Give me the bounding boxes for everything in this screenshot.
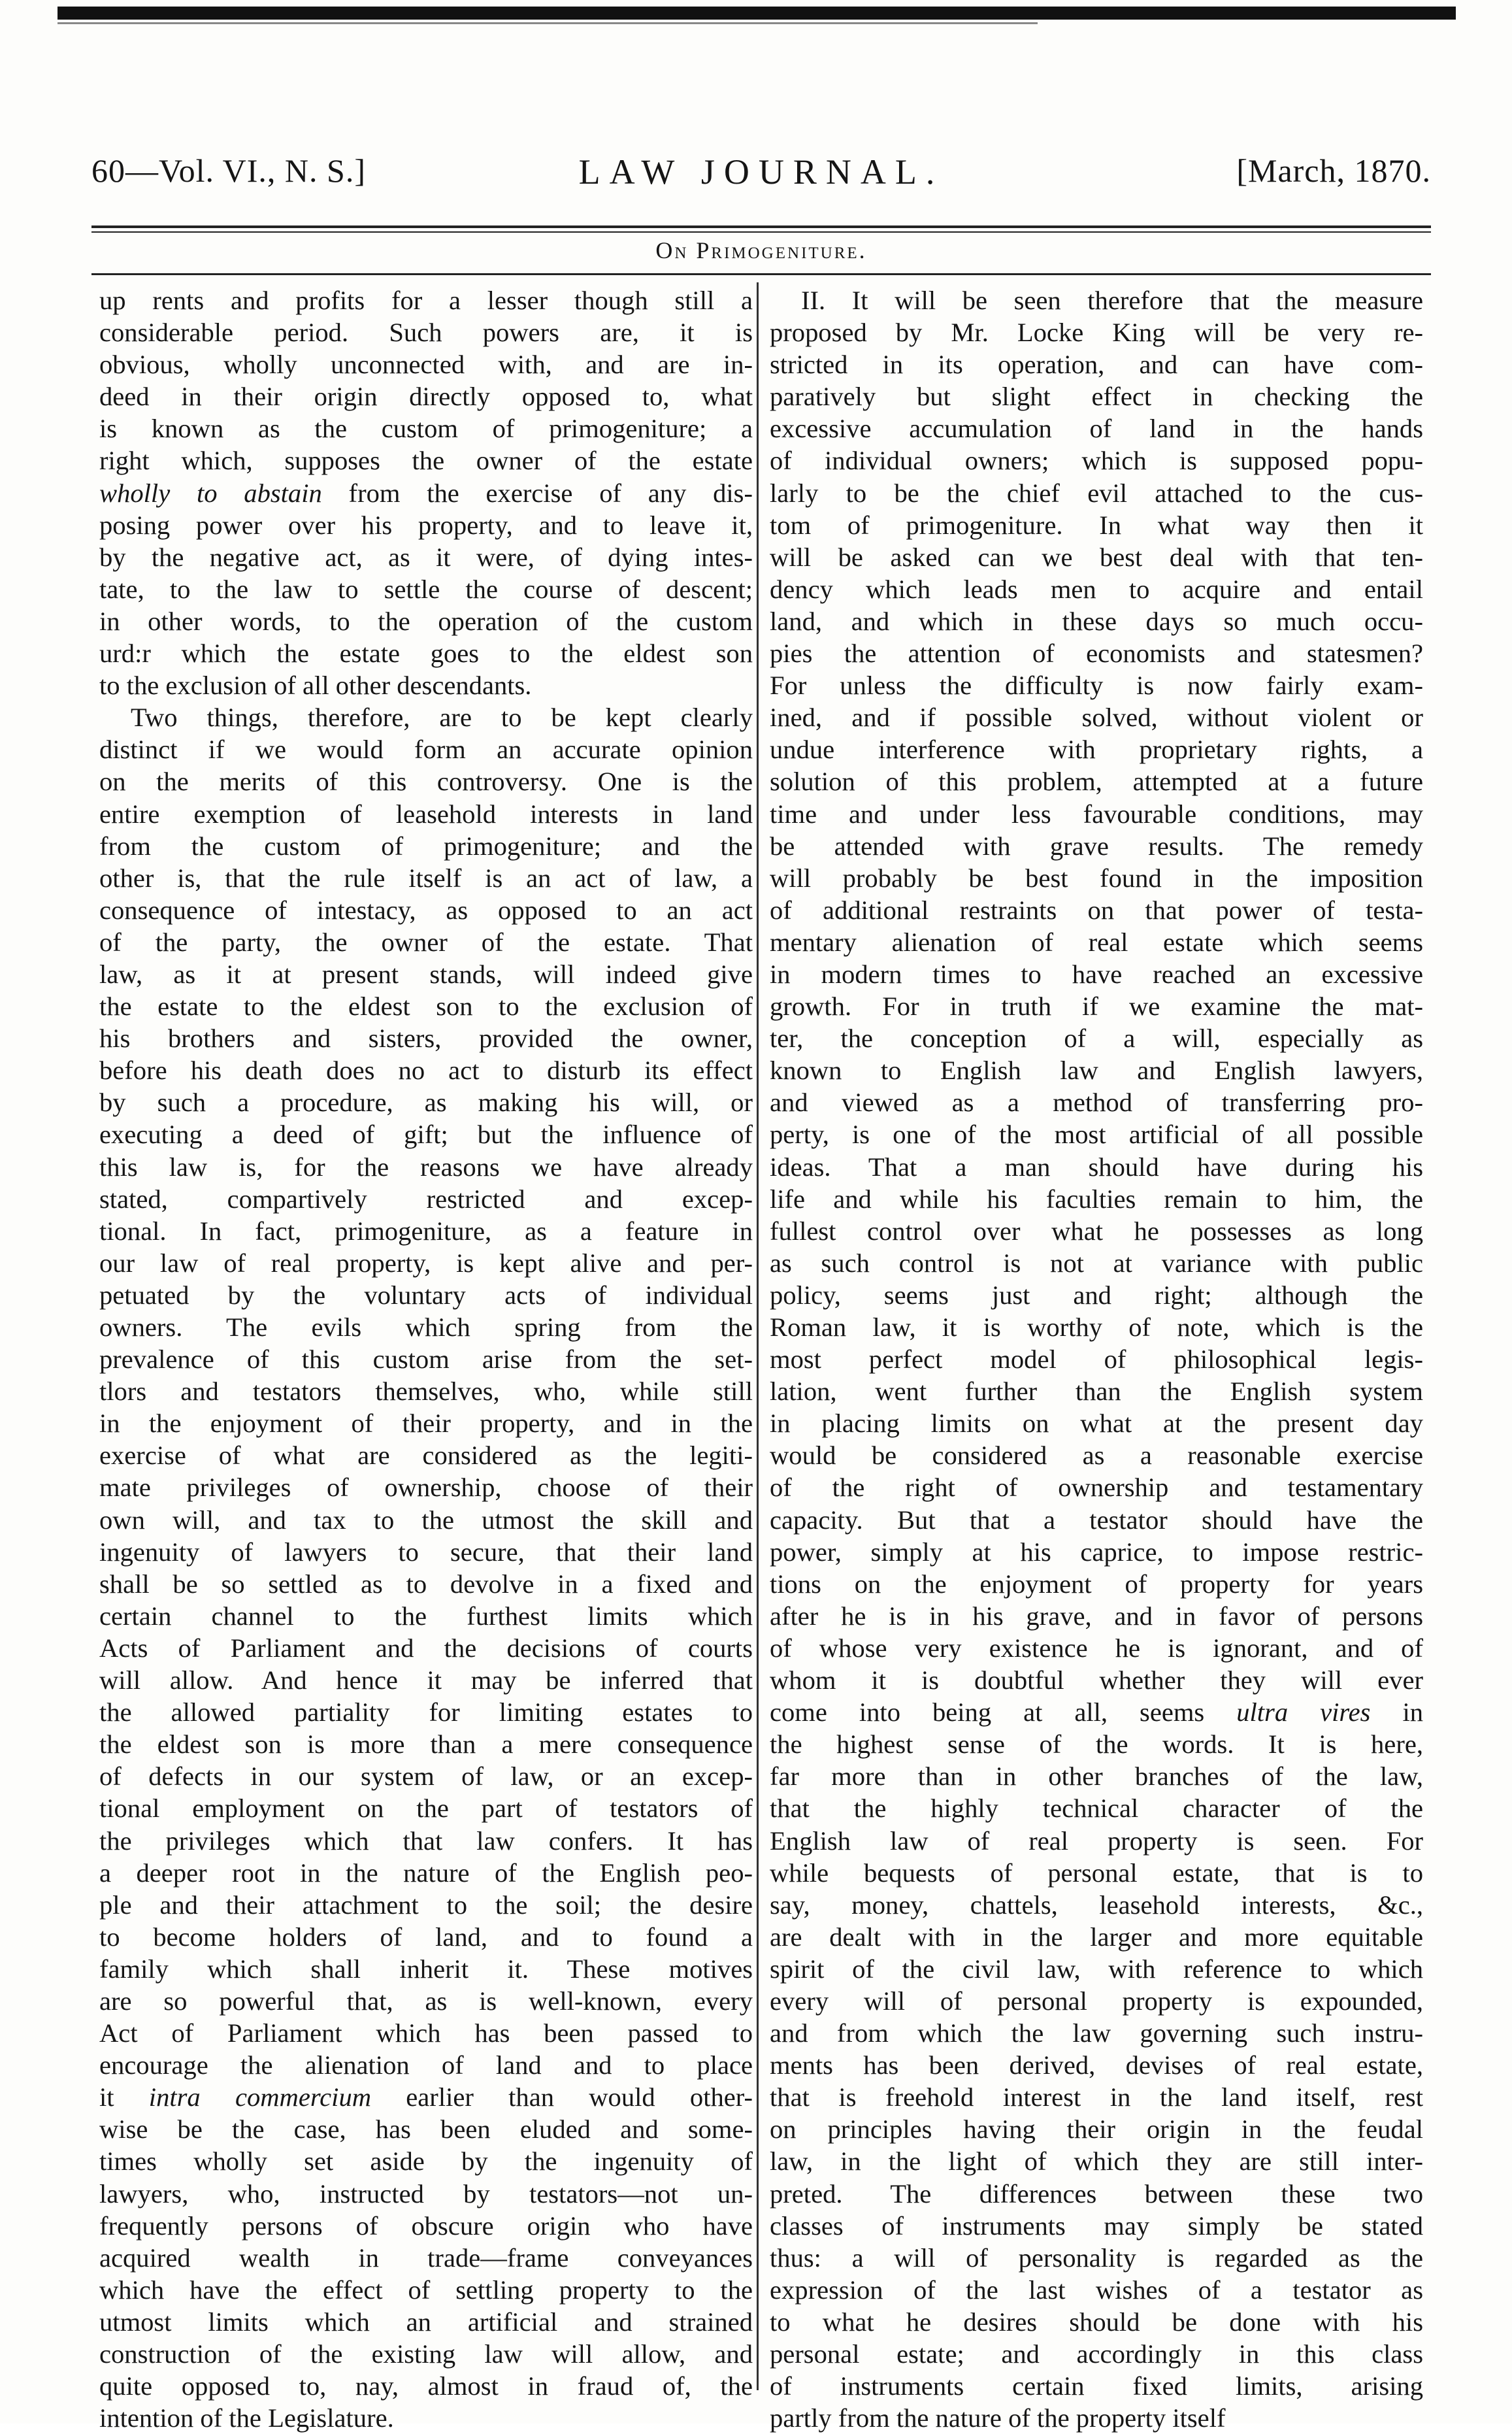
left-column-line: to the exclusion of all other descendants.: [99, 671, 532, 701]
left-column-line: Act of Parliament which has been passed to: [99, 2018, 753, 2048]
left-column-line: of the party, the owner of the estate. That: [99, 927, 753, 957]
left-column-line: before his death does no act to disturb its effect: [99, 1056, 753, 1086]
right-column-line: capacity. But that a testator should have the: [770, 1505, 1423, 1535]
left-column-line: will allow. And hence it may be inferred that: [99, 1665, 753, 1695]
left-column-line: urd:r which the estate goes to the eldest son: [99, 639, 753, 669]
right-column-line: ments has been derived, devises of real estate,: [770, 2050, 1423, 2080]
left-column-line: his brothers and sisters, provided the owner,: [99, 1024, 753, 1054]
right-column-line: as such control is not at variance with public: [770, 1248, 1423, 1278]
right-column-line: II. It will be seen therefore that the measure: [801, 286, 1423, 315]
header-volume: 60—Vol. VI., N. S.]: [91, 152, 366, 189]
top-border-thin-rule: [58, 22, 1038, 24]
left-column-line: shall be so settled as to devolve in a fixed and: [99, 1569, 753, 1599]
left-column-line: the allowed partiality for limiting estates to: [99, 1697, 753, 1727]
left-column-line: utmost limits which an artificial and strained: [99, 2307, 753, 2337]
left-column-line: of defects in our system of law, or an excep-: [99, 1761, 753, 1792]
left-column-line: owners. The evils which spring from the: [99, 1312, 753, 1342]
left-column-line: this law is, for the reasons we have already: [99, 1152, 753, 1182]
header-date: [March, 1870.: [1236, 152, 1431, 189]
right-column-line: say, money, chattels, leasehold interests, &c.,: [770, 1890, 1423, 1920]
right-column-line: perty, is one of the most artificial of all possible: [770, 1120, 1423, 1150]
right-column-line: of whose very existence he is ignorant, and of: [770, 1633, 1423, 1663]
left-column-line: on the merits of this controversy. One is the: [99, 767, 753, 797]
left-column-line: frequently persons of obscure origin who have: [99, 2210, 753, 2241]
right-column-line: in placing limits on what at the present day: [770, 1409, 1423, 1439]
left-column-line: own will, and tax to the utmost the skill and: [99, 1505, 753, 1535]
right-column-line: time and under less favourable conditions, may: [770, 799, 1423, 829]
left-column-line: stated, compartively restricted and excep-: [99, 1184, 753, 1214]
right-column-line: partly from the nature of the property itself: [770, 2403, 1226, 2433]
left-column-line: up rents and profits for a lesser though still a: [99, 286, 753, 315]
right-column-line: will probably be best found in the imposition: [770, 863, 1423, 893]
right-column-line: policy, seems just and right; although the: [770, 1280, 1423, 1310]
right-column-line: most perfect model of philosophical legis-: [770, 1344, 1423, 1375]
right-column-line: after he is in his grave, and in favor of persons: [770, 1601, 1423, 1631]
section-title: On Primogeniture.: [655, 237, 867, 263]
left-column-line: in the enjoyment of their property, and in the: [99, 1409, 753, 1439]
right-column-line: power, simply at his caprice, to impose restric-: [770, 1537, 1423, 1567]
right-column-line: of additional restraints on that power of testa-: [770, 895, 1423, 925]
right-column-line: paratively but slight effect in checking the: [770, 382, 1423, 412]
left-column-line: exercise of what are considered as the legiti-: [99, 1441, 753, 1471]
right-column-line: undue interference with proprietary rights, a: [770, 735, 1423, 765]
right-column-line: that is freehold interest in the land itself, rest: [770, 2082, 1423, 2112]
right-column-line: come into being at all, seems ultra vires in: [770, 1697, 1424, 1727]
left-column-line: considerable period. Such powers are, it is: [99, 318, 753, 348]
left-column-line: deed in their origin directly opposed to, what: [99, 382, 753, 412]
header-rule-thick: [91, 225, 1431, 228]
left-column-line: encourage the alienation of land and to place: [99, 2050, 753, 2080]
right-column-line: ideas. That a man should have during his: [770, 1152, 1423, 1182]
left-column-line: consequence of intestacy, as opposed to an act: [99, 895, 753, 925]
left-column-line: mate privileges of ownership, choose of their: [99, 1473, 753, 1503]
left-column-line: family which shall inherit it. These motives: [99, 1954, 753, 1984]
column-divider: [757, 282, 759, 2390]
header-rule-thin: [91, 231, 1431, 233]
left-column-line: Acts of Parliament and the decisions of courts: [99, 1633, 753, 1663]
right-column-line: far more than in other branches of the law,: [770, 1761, 1423, 1792]
left-column-line: construction of the existing law will allow, and: [99, 2339, 753, 2369]
right-column-line: of the right of ownership and testamentary: [770, 1473, 1423, 1503]
right-column-line: excessive accumulation of land in the hands: [770, 414, 1423, 444]
left-column-line: tate, to the law to settle the course of descent;: [99, 574, 753, 604]
left-column-line: petuated by the voluntary acts of individual: [99, 1280, 753, 1310]
right-column-line: English law of real property is seen. For: [770, 1826, 1423, 1856]
right-column-line: in modern times to have reached an excessive: [770, 959, 1423, 989]
right-column-line: fullest control over what he possesses as long: [770, 1216, 1423, 1246]
left-column-line: other is, that the rule itself is an act of law, a: [99, 863, 753, 893]
right-column-line: dency which leads men to acquire and entail: [770, 574, 1423, 604]
running-header: [91, 152, 1431, 210]
right-column-line: For unless the difficulty is now fairly exam-: [770, 671, 1423, 701]
header-journal-title: LAW JOURNAL.: [578, 152, 944, 192]
right-column-line: of individual owners; which is supposed popu-: [770, 446, 1423, 476]
right-column-line: classes of instruments may simply be stated: [770, 2210, 1423, 2241]
right-column-line: ter, the conception of a will, especially as: [770, 1024, 1423, 1054]
right-column-line: are dealt with in the larger and more equitable: [770, 1922, 1423, 1952]
right-column-line: ined, and if possible solved, without violent or: [770, 703, 1423, 733]
left-column-line: intention of the Legislature.: [99, 2403, 394, 2433]
right-column-line: that the highly technical character of the: [770, 1793, 1423, 1824]
left-column-line: tional employment on the part of testators of: [99, 1793, 753, 1824]
left-column-line: which have the effect of settling property to the: [99, 2275, 753, 2305]
left-column: [99, 284, 753, 2434]
right-column-line: proposed by Mr. Locke King will be very re-: [770, 318, 1423, 348]
right-column-line: tions on the enjoyment of property for years: [770, 1569, 1423, 1599]
left-column-line: the privileges which that law confers. It has: [99, 1826, 753, 1856]
right-column-line: and viewed as a method of transferring pro-: [770, 1088, 1423, 1118]
section-rule: [91, 273, 1431, 275]
right-column-line: solution of this problem, attempted at a future: [770, 767, 1423, 797]
left-column-line: executing a deed of gift; but the influence of: [99, 1120, 753, 1150]
right-column-line: on principles having their origin in the feudal: [770, 2114, 1423, 2144]
right-column-line: to what he desires should be done with his: [770, 2307, 1423, 2337]
right-column-line: Roman law, it is worthy of note, which is the: [770, 1312, 1423, 1342]
left-column-line: Two things, therefore, are to be kept clearly: [131, 703, 753, 733]
right-column-line: life and while his faculties remain to him, the: [770, 1184, 1423, 1214]
left-column-line: lawyers, who, instructed by testators—not un-: [99, 2178, 753, 2209]
left-column-line: from the custom of primogeniture; and the: [99, 831, 753, 861]
left-column-line: tlors and testators themselves, who, while still: [99, 1376, 753, 1407]
right-column-line: whom it is doubtful whether they will ever: [770, 1665, 1423, 1695]
right-column-line: be attended with grave results. The remedy: [770, 831, 1423, 861]
left-column-line: posing power over his property, and to leave it,: [99, 510, 753, 540]
left-column-line: times wholly set aside by the ingenuity of: [99, 2146, 753, 2176]
right-column-line: every will of personal property is expounded,: [770, 1986, 1423, 2016]
left-column-line: ingenuity of lawyers to secure, that their land: [99, 1537, 753, 1567]
left-column-line: tional. In fact, primogeniture, as a feature in: [99, 1216, 753, 1246]
left-column-line: are so powerful that, as is well-known, every: [99, 1986, 753, 2016]
left-column-line: the estate to the eldest son to the exclusion of: [99, 992, 753, 1022]
right-column-line: preted. The differences between these two: [770, 2178, 1423, 2209]
right-column-line: lation, went further than the English system: [770, 1376, 1423, 1407]
left-column-line: distinct if we would form an accurate opinion: [99, 735, 753, 765]
left-column-line: by the negative act, as it were, of dying intes-: [99, 542, 753, 572]
right-column-line: larly to be the chief evil attached to the cus-: [770, 478, 1423, 508]
left-column-line: right which, supposes the owner of the estate: [99, 446, 753, 476]
right-column-line: land, and which in these days so much occu-: [770, 606, 1423, 636]
right-column-line: the highest sense of the words. It is here,: [770, 1729, 1423, 1759]
left-column-line: law, as it at present stands, will indeed give: [99, 959, 753, 989]
left-column-line: obvious, wholly unconnected with, and are in-: [99, 350, 753, 380]
left-column-line: entire exemption of leasehold interests in land: [99, 799, 753, 829]
left-column-line: our law of real property, is kept alive and per-: [99, 1248, 753, 1278]
right-column-line: known to English law and English lawyers,: [770, 1056, 1423, 1086]
right-column-line: stricted in its operation, and can have com-: [770, 350, 1423, 380]
left-column-line: in other words, to the operation of the custom: [99, 606, 753, 636]
left-column-line: by such a procedure, as making his will, or: [99, 1088, 753, 1118]
left-column-line: quite opposed to, nay, almost in fraud of, the: [99, 2371, 753, 2401]
right-column: [770, 284, 1423, 2434]
right-column-line: spirit of the civil law, with reference to which: [770, 1954, 1423, 1984]
left-column-line: wholly to abstain from the exercise of any dis-: [99, 478, 753, 508]
left-column-line: the eldest son is more than a mere consequence: [99, 1729, 753, 1759]
left-column-line: is known as the custom of primogeniture; a: [99, 414, 753, 444]
top-border-rule: [58, 7, 1456, 20]
right-column-line: will be asked can we best deal with that ten-: [770, 542, 1423, 572]
left-column-line: acquired wealth in trade—frame conveyances: [99, 2242, 753, 2273]
left-column-line: a deeper root in the nature of the English peo-: [99, 1858, 753, 1888]
right-column-line: growth. For in truth if we examine the mat-: [770, 992, 1423, 1022]
right-column-line: mentary alienation of real estate which seems: [770, 927, 1423, 957]
left-column-line: ple and their attachment to the soil; the desire: [99, 1890, 753, 1920]
right-column-line: while bequests of personal estate, that is to: [770, 1858, 1423, 1888]
right-column-line: law, in the light of which they are still inter-: [770, 2146, 1423, 2176]
right-column-line: personal estate; and accordingly in this class: [770, 2339, 1423, 2369]
left-column-line: it intra commercium earlier than would other-: [99, 2082, 753, 2112]
left-column-line: prevalence of this custom arise from the set-: [99, 1344, 753, 1375]
left-column-line: certain channel to the furthest limits which: [99, 1601, 753, 1631]
right-column-line: tom of primogeniture. In what way then it: [770, 510, 1423, 540]
right-column-line: and from which the law governing such instru-: [770, 2018, 1423, 2048]
right-column-line: of instruments certain fixed limits, arising: [770, 2371, 1423, 2401]
left-column-line: wise be the case, has been eluded and some-: [99, 2114, 753, 2144]
right-column-line: thus: a will of personality is regarded as the: [770, 2242, 1423, 2273]
right-column-line: would be considered as a reasonable exercise: [770, 1441, 1423, 1471]
right-column-line: pies the attention of economists and statesmen?: [770, 639, 1423, 669]
left-column-line: to become holders of land, and to found a: [99, 1922, 753, 1952]
right-column-line: expression of the last wishes of a testator as: [770, 2275, 1423, 2305]
